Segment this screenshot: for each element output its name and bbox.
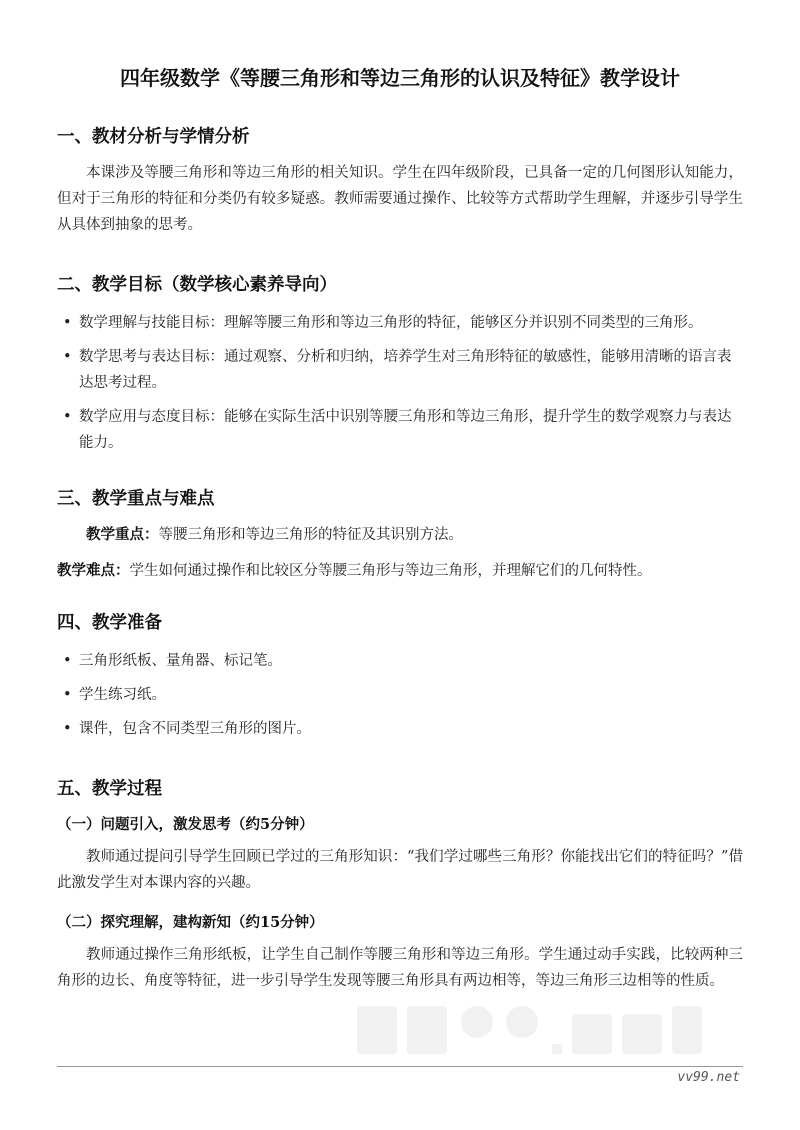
- key-point: [57, 522, 743, 548]
- subsection-2-paragraph: 教师通过操作三角形纸板，让学生自己制作等腰三角形和等边三角形。学生通过动手实践，比较两种三角形的边长、角度等特征，进一步引导学生发现等腰三角形具有两边相等，等边三角形三边相等的性质。: [57, 947, 743, 989]
- footer-site: vv99.net: [677, 1070, 740, 1085]
- watermark-logo: [357, 1000, 737, 1060]
- objectives-list: [57, 310, 743, 456]
- list-item: • 三角形纸板、量角器、标记笔。: [79, 648, 743, 674]
- list-item: • 数学思考与表达目标：通过观察、分析和归纳，培养学生对三角形特征的敏感性，能够用清晰的语言表达思考过程。: [79, 344, 743, 396]
- section-2-heading: 二、教学目标（数学核心素养导向）: [57, 275, 337, 295]
- section-5-heading: 五、教学过程: [57, 779, 162, 799]
- section-1-heading: 一、教材分析与学情分析: [57, 127, 250, 147]
- preparation-list: [57, 648, 743, 742]
- watermark-block: [672, 1006, 702, 1054]
- difficulty: [57, 558, 743, 584]
- watermark-block: [572, 1014, 612, 1054]
- difficulty-text: 学生如何通过操作和比较区分等腰三角形与等边三角形，并理解它们的几何特性。: [129, 563, 652, 579]
- section-4-heading: 四、教学准备: [57, 613, 162, 633]
- list-item: • 数学理解与技能目标：理解等腰三角形和等边三角形的特征，能够区分并识别不同类型的三角形。: [79, 310, 743, 336]
- list-item: • 课件，包含不同类型三角形的图片。: [79, 716, 743, 742]
- list-item: • 数学应用与态度目标：能够在实际生活中识别等腰三角形和等边三角形，提升学生的数学观察力与表达能力。: [79, 404, 743, 456]
- difficulty-label: 教学难点：: [57, 562, 130, 579]
- section-3-heading: 三、教学重点与难点: [57, 489, 215, 509]
- key-point-text: 等腰三角形和等边三角形的特征及其识别方法。: [158, 527, 463, 543]
- subsection-1-heading: （一）问题引入，激发思考（约5分钟）: [57, 816, 314, 833]
- watermark-block: [552, 1044, 562, 1054]
- watermark-block: [506, 1006, 538, 1038]
- list-item: • 学生练习纸。: [79, 682, 743, 708]
- watermark-block: [622, 1014, 662, 1054]
- page-title: 四年级数学《等腰三角形和等边三角形的认识及特征》教学设计: [120, 66, 680, 90]
- subsection-1-paragraph: 教师通过提问引导学生回顾已学过的三角形知识：“我们学过哪些三角形？你能找出它们的特征吗？”借此激发学生对本课内容的兴趣。: [57, 849, 743, 891]
- key-point-label: 教学重点：: [86, 526, 159, 543]
- watermark-block: [357, 1006, 397, 1054]
- subsection-2-heading: （二）探究理解，建构新知（约15分钟）: [57, 914, 324, 931]
- watermark-block: [407, 1006, 447, 1054]
- section-1-paragraph: 本课涉及等腰三角形和等边三角形的相关知识。学生在四年级阶段，已具备一定的几何图形认知能力，但对于三角形的特征和分类仍有较多疑惑。教师需要通过操作、比较等方式帮助学生理解，并逐步引导学生从具体到抽象的思考。: [57, 165, 743, 233]
- watermark-block: [461, 1006, 493, 1038]
